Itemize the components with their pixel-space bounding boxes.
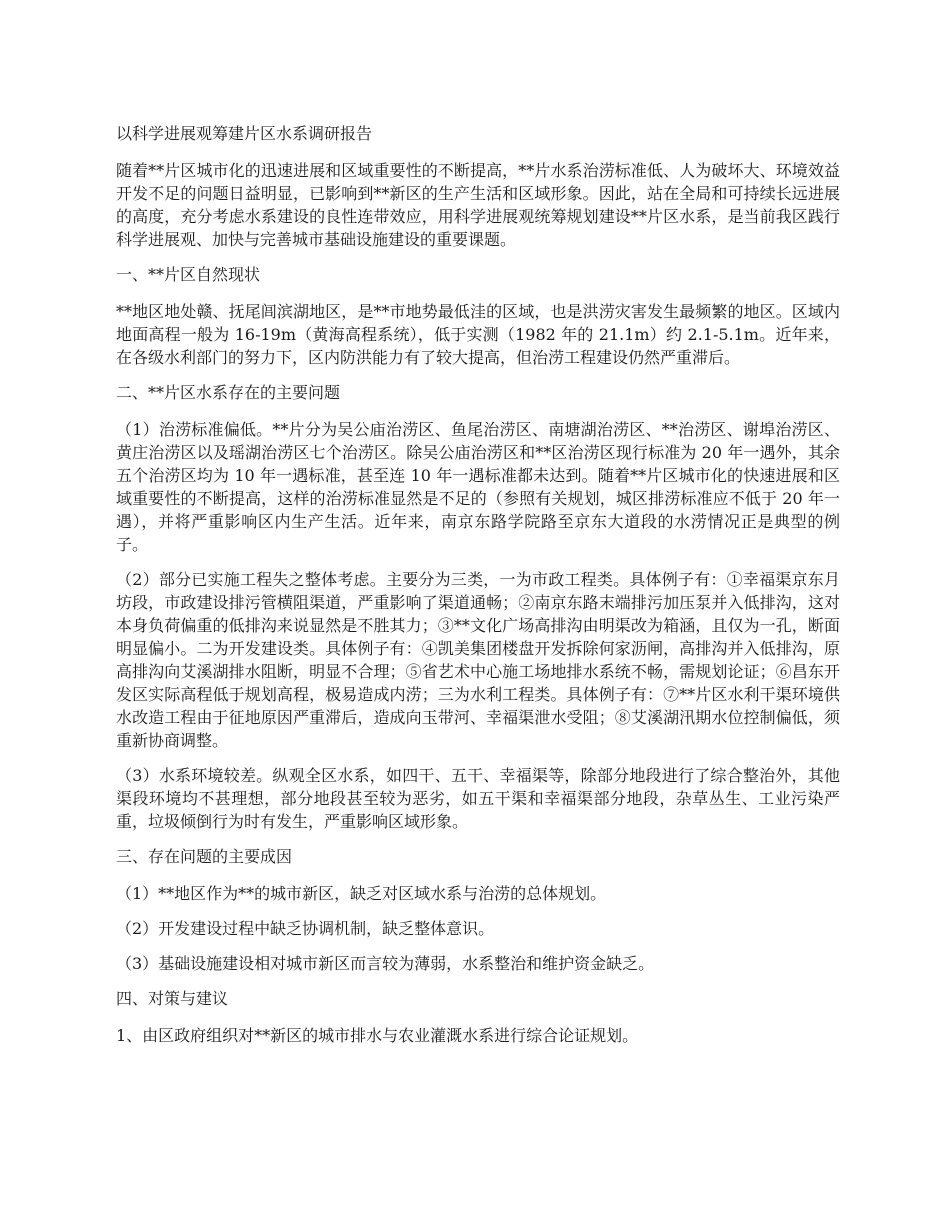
section-3-item-1: （1）**地区作为**的城市新区，缺乏对区域水系与治涝的总体规划。: [116, 884, 607, 903]
section-1-heading: 一、**片区自然现状: [116, 265, 261, 284]
section-1-paragraph: **地区地处赣、抚尾闾滨湖地区，是**市地势最低洼的区域，也是洪涝灾害发生最频繁的地区。区域内地面高程一般为 16-19m（黄海高程系统），低于实测（1982 年的 21.1m）约 2.1-5.1m。近年来，在各级水利部门的努力下，区内防洪能力有了较大提高，但治涝工程建设仍然严重滞后。: [116, 302, 840, 367]
section-2-paragraph-2: （2）部分已实施工程失之整体考虑。主要分为三类，一为市政工程类。具体例子有：①幸福渠京东月坊段，市政建设排污管横阻渠道，严重影响了渠道通畅；②南京东路末端排污加压泵并入低排沟，这对本身负荷偏重的低排沟来说显然是不胜其力；③**文化广场高排沟由明渠改为箱涵，且仅为一孔，断面明显偏小。二为开发建设类。具体例子有：④凯美集团楼盘开发拆除何家沥闸，高排沟并入低排沟，原高排沟向艾溪湖排水阻断，明显不合理；⑤省艺术中心施工场地排水系统不畅，需规划论证；⑥昌东开发区实际高程低于规划高程，极易造成内涝；三为水利工程类。具体例子有：⑦**片区水利干渠环境供水改造工程由于征地原因严重滞后，造成向玉带河、幸福渠泄水受阻；⑧艾溪湖汛期水位控制偏低，须重新协商调整。: [116, 570, 840, 750]
section-3-item-2: （2）开发建设过程中缺乏协调机制，缺乏整体意识。: [116, 919, 495, 938]
section-3-heading: 三、存在问题的主要成因: [116, 847, 293, 866]
section-2-paragraph-3: （3）水系环境较差。纵观全区水系，如四干、五干、幸福渠等，除部分地段进行了综合整治外，其他渠段环境均不甚理想，部分地段甚至较为恶劣，如五干渠和幸福渠部分地段，杂草丛生、工业污染严重，垃圾倾倒行为时有发生，严重影响区域形象。: [116, 766, 840, 831]
section-2-paragraph-1: （1）治涝标准偏低。**片分为吴公庙治涝区、鱼尾治涝区、南塘湖治涝区、**治涝区、谢埠治涝区、黄庄治涝区以及瑶湖治涝区七个治涝区。除吴公庙治涝区和**区治涝区现行标准为 20 年一遇外，其余五个治涝区均为 10 年一遇标准，甚至连 10 年一遇标准都未达到。随着**片区城市化的快速进展和区域重要性的不断提高，这样的治涝标准显然是不足的（参照有关规划，城区排涝标准应不低于 20 年一遇），并将严重影响区内生产生活。近年来，南京东路学院路至京东大道段的水涝情况正是典型的例子。: [116, 420, 840, 554]
document-title: 以科学进展观筹建片区水系调研报告: [116, 124, 373, 143]
section-4-item-1: 1、由区政府组织对**新区的城市排水与农业灌溉水系进行综合论证规划。: [116, 1026, 639, 1045]
section-3-item-3: （3）基础设施建设相对城市新区而言较为薄弱，水系整治和维护资金缺乏。: [116, 954, 655, 973]
document-page: [116, 122, 840, 1059]
section-2-heading: 二、**片区水系存在的主要问题: [116, 383, 341, 402]
intro-paragraph: 随着**片区城市化的迅速进展和区域重要性的不断提高，**片水系治涝标准低、人为破坏大、环境效益开发不足的问题日益明显，已影响到**新区的生产生活和区域形象。因此，站在全局和可持续长远进展的高度，充分考虑水系建设的良性连带效应，用科学进展观统筹规划建设**片区水系，是当前我区践行科学进展观、加快与完善城市基础设施建设的重要课题。: [116, 161, 840, 249]
section-4-heading: 四、对策与建议: [116, 989, 229, 1008]
